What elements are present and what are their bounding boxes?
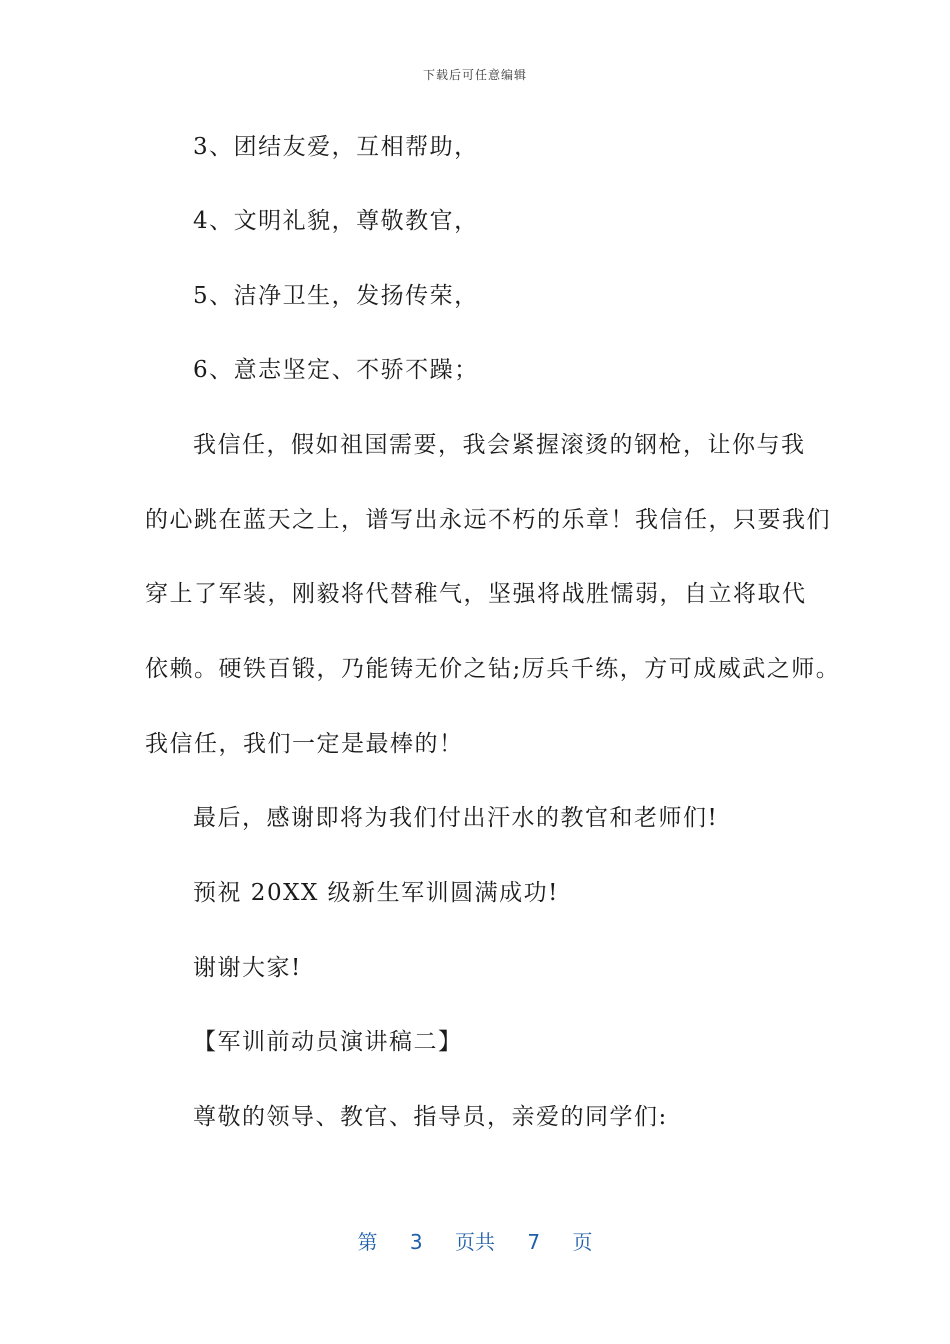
section-heading: 【军训前动员演讲稿二】 [193, 1029, 463, 1055]
paragraph-line: 尊敬的领导、教官、指导员，亲爱的同学们: [193, 1104, 668, 1130]
list-item-3: 3、团结友爱，互相帮助， [193, 134, 479, 160]
paragraph-line: 穿上了军装，刚毅将代替稚气，坚强将战胜懦弱，自立将取代 [145, 581, 807, 607]
footer-label-page: 第 [357, 1230, 378, 1254]
paragraph-line: 预祝 20XX 级新生军训圆满成功! [193, 880, 559, 906]
page-header-note: 下载后可任意编辑 [422, 68, 527, 82]
footer-label-end: 页 [572, 1230, 593, 1254]
paragraph-line: 我信任，我们一定是最棒的！ [145, 731, 464, 757]
paragraph-line: 的心跳在蓝天之上，谱写出永远不朽的乐章！我信任，只要我们 [145, 507, 831, 533]
list-item-6: 6、意志坚定、不骄不躁； [193, 357, 479, 383]
paragraph-line: 谢谢大家! [193, 955, 302, 981]
page-footer [0, 1226, 950, 1255]
paragraph-line: 最后，感谢即将为我们付出汗水的教官和老师们! [193, 805, 719, 831]
list-item-4: 4、文明礼貌，尊敬教官， [193, 208, 479, 234]
paragraph-line: 依赖。硬铁百锻，乃能铸无价之钻;厉兵千练，方可成威武之师。 [145, 656, 841, 682]
paragraph-line: 我信任，假如祖国需要，我会紧握滚烫的钢枪，让你与我 [193, 432, 806, 458]
footer-label-total: 页共 [455, 1230, 495, 1254]
footer-current-page: 3 [409, 1230, 423, 1254]
list-item-5: 5、洁净卫生，发扬传荣， [193, 283, 479, 309]
footer-total-pages: 7 [527, 1230, 541, 1254]
